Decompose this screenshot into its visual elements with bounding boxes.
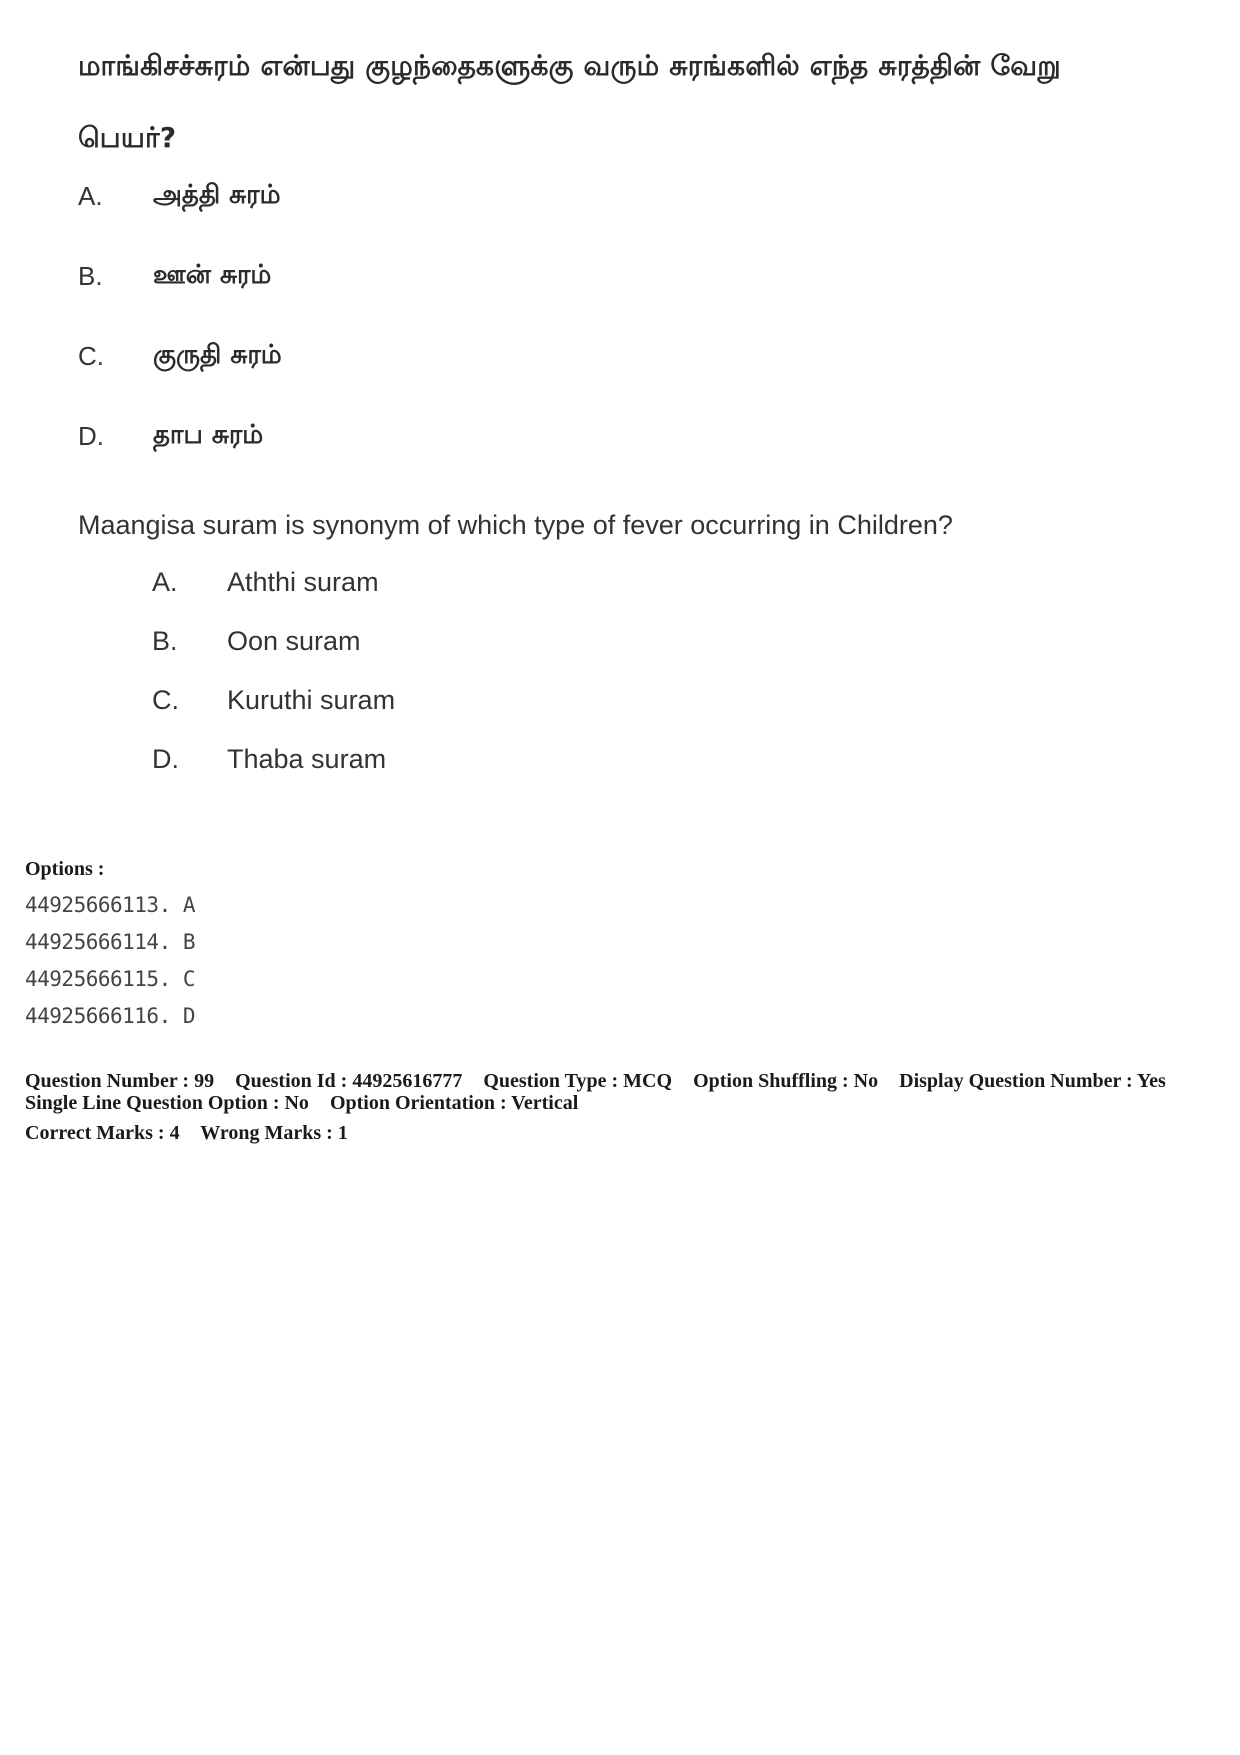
tamil-option-a (78, 180, 281, 213)
option-text: Aththi suram (227, 567, 379, 597)
question-number: Question Number : 99 (25, 1070, 215, 1092)
metadata-line-2 (25, 1092, 1225, 1114)
single-line-option: Single Line Question Option : No (25, 1092, 309, 1114)
metadata-line-1 (25, 1070, 1225, 1092)
option-letter: B. (78, 261, 103, 291)
english-option-b (152, 626, 361, 657)
option-text: அத்தி சுரம் (153, 180, 281, 210)
option-letter: D. (152, 744, 179, 774)
question-metadata (25, 1070, 1225, 1144)
option-letter: C. (152, 685, 179, 715)
option-id-b: 44925666114. B (25, 930, 196, 954)
display-question-number: Display Question Number : Yes (899, 1070, 1166, 1092)
option-id-d: 44925666116. D (25, 1004, 196, 1028)
option-id-a: 44925666113. A (25, 893, 196, 917)
option-orientation: Option Orientation : Vertical (329, 1092, 579, 1114)
option-letter: A. (78, 181, 103, 211)
options-block (25, 858, 195, 1035)
option-letter: B. (152, 626, 178, 656)
english-option-a (152, 567, 379, 598)
option-text: Oon suram (227, 626, 361, 656)
metadata-line-3 (25, 1122, 1225, 1144)
option-letter: C. (78, 341, 104, 371)
tamil-option-c (78, 340, 282, 373)
tamil-question-text: மாங்கிசச்சுரம் என்பது குழந்தைகளுக்கு வரும் சுரங்களில் எந்த சுரத்தின் வேறு பெயர்? (78, 49, 1061, 154)
option-letter: D. (78, 421, 104, 451)
option-text: குருதி சுரம் (153, 340, 282, 370)
option-text: தாப சுரம் (153, 420, 264, 450)
correct-marks: Correct Marks : 4 (25, 1122, 180, 1144)
tamil-option-b (78, 260, 271, 293)
option-letter: A. (152, 567, 178, 597)
tamil-option-d (78, 420, 263, 453)
question-image (70, 30, 1070, 790)
option-text: Kuruthi suram (227, 685, 396, 715)
wrong-marks: Wrong Marks : 1 (200, 1122, 348, 1144)
options-label: Options : (25, 858, 105, 880)
option-id-c: 44925666115. C (25, 967, 196, 991)
question-type: Question Type : MCQ (483, 1070, 673, 1092)
english-question-text: Maangisa suram is synonym of which type of fever occurring in Children? (78, 510, 953, 540)
option-shuffling: Option Shuffling : No (693, 1070, 879, 1092)
question-id: Question Id : 44925616777 (235, 1070, 463, 1092)
option-text: Thaba suram (227, 744, 387, 774)
english-option-c (152, 685, 395, 716)
english-option-d (152, 744, 386, 775)
option-text: ஊன் சுரம் (153, 260, 272, 290)
